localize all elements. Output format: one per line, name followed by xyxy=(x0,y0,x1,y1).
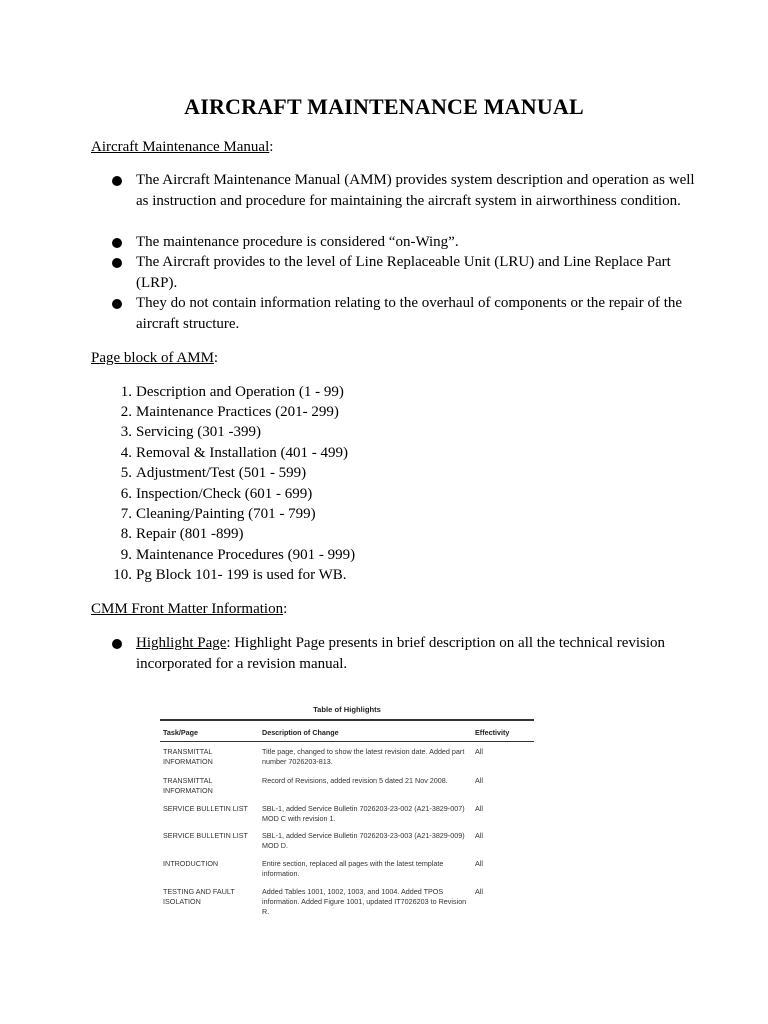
bullet-text: The maintenance procedure is considered “on-Wing”. xyxy=(136,234,459,250)
table-cell-effectivity: All xyxy=(475,831,483,840)
section-heading-page-block-text: Page block of AMM xyxy=(91,350,214,366)
bullet-text: They do not contain information relating to the overhaul of components or the repair of the aircraft structure. xyxy=(136,295,683,332)
table-cell-task: TRANSMITTAL INFORMATION xyxy=(163,776,213,795)
list-item xyxy=(120,443,349,463)
bullet-dot-icon xyxy=(112,238,122,248)
list-text: Removal & Installation (401 - 499) xyxy=(136,445,349,461)
list-item xyxy=(113,565,347,585)
heading-colon: : xyxy=(269,139,274,155)
table-cell-task: TESTING AND FAULT ISOLATION xyxy=(163,887,235,906)
table-cell-task: SERVICE BULLETIN LIST xyxy=(163,831,248,840)
list-item xyxy=(120,402,339,422)
section-heading-amm xyxy=(91,137,273,157)
table-cell-description: Added Tables 1001, 1002, 1003, and 1004. Added TPOS information. Added Figure 1001, updated IT7026203 to Revision R. xyxy=(262,887,467,916)
bullet-text: The Aircraft provides to the level of Line Replaceable Unit (LRU) and Line Replace Part (LRP). xyxy=(136,254,671,291)
section-heading-page-block xyxy=(91,348,218,368)
bullet-item xyxy=(136,252,696,293)
list-item xyxy=(120,463,307,483)
heading-colon: : xyxy=(283,601,288,617)
table-cell-task: TRANSMITTAL INFORMATION xyxy=(163,747,213,766)
list-text: Description and Operation (1 - 99) xyxy=(136,384,344,400)
list-text: Servicing (301 -399) xyxy=(136,424,261,440)
table-top-rule xyxy=(160,719,534,721)
heading-colon: : xyxy=(213,350,219,366)
list-number: 6. xyxy=(120,486,132,502)
list-number: 2. xyxy=(120,404,132,420)
list-text: Maintenance Procedures (901 - 999) xyxy=(136,547,356,563)
table-cell-description: SBL-1, added Service Bulletin 7026203-23-002 (A21-3829-007) MOD C with revision 1. xyxy=(262,804,465,823)
section-heading-cmm xyxy=(91,599,287,619)
section-heading-cmm-text: CMM Front Matter Information xyxy=(91,601,284,617)
list-item xyxy=(120,524,244,544)
list-number: 5. xyxy=(120,465,132,481)
bullet-text: The Aircraft Maintenance Manual (AMM) provides system description and operation as well as instruction and procedure for maintaining the aircraft system in airworthiness condition. xyxy=(136,172,695,209)
list-item xyxy=(120,484,313,504)
section-heading-amm-text: Aircraft Maintenance Manual xyxy=(91,139,270,155)
column-header-description: Description of Change xyxy=(262,728,339,737)
list-item xyxy=(120,382,344,402)
list-number: 7. xyxy=(120,506,132,522)
table-cell-description: Record of Revisions, added revision 5 dated 21 Nov 2008. xyxy=(262,776,448,785)
table-cell-effectivity: All xyxy=(475,804,483,813)
list-number: 10. xyxy=(113,567,132,583)
list-text: Adjustment/Test (501 - 599) xyxy=(136,465,307,481)
bullet-dot-icon xyxy=(112,299,122,309)
table-header-rule xyxy=(160,741,534,742)
bullet-dot-icon xyxy=(112,258,122,268)
table-cell-effectivity: All xyxy=(475,887,483,896)
table-title: Table of Highlights xyxy=(313,705,381,714)
bullet-item xyxy=(136,170,696,211)
list-item xyxy=(120,545,356,565)
list-number: 9. xyxy=(120,547,132,563)
bullet-text: : Highlight Page presents in brief description on all the technical revision incorporated for a revision manual. xyxy=(136,635,666,672)
table-cell-description: Title page, changed to show the latest revision date. Added part number 7026203-813. xyxy=(262,747,465,766)
table-cell-task: INTRODUCTION xyxy=(163,859,219,868)
list-number: 8. xyxy=(120,526,132,542)
list-text: Maintenance Practices (201- 299) xyxy=(136,404,339,420)
list-text: Inspection/Check (601 - 699) xyxy=(136,486,313,502)
bullet-item xyxy=(136,293,696,334)
table-cell-description: Entire section, replaced all pages with the latest template information. xyxy=(262,859,444,878)
list-item xyxy=(120,422,261,442)
table-cell-effectivity: All xyxy=(475,747,483,756)
column-header-effectivity: Effectivity xyxy=(475,728,510,737)
list-text: Pg Block 101- 199 is used for WB. xyxy=(136,567,347,583)
highlight-page-label: Highlight Page xyxy=(136,635,227,651)
table-of-highlights xyxy=(158,703,536,915)
page-title: AIRCRAFT MAINTENANCE MANUAL xyxy=(184,94,584,119)
column-header-task: Task/Page xyxy=(163,728,199,737)
table-cell-task: SERVICE BULLETIN LIST xyxy=(163,804,248,813)
bullet-dot-icon xyxy=(112,639,122,649)
list-number: 4. xyxy=(120,445,132,461)
list-text: Repair (801 -899) xyxy=(136,526,244,542)
table-cell-effectivity: All xyxy=(475,776,483,785)
table-cell-description: SBL-1, added Service Bulletin 7026203-23-003 (A21-3829-009) MOD D. xyxy=(262,831,465,850)
list-number: 3. xyxy=(120,424,132,440)
list-number: 1. xyxy=(120,384,132,400)
bullet-item xyxy=(136,633,696,674)
list-text: Cleaning/Painting (701 - 799) xyxy=(136,506,316,522)
list-item xyxy=(120,504,316,524)
bullet-item xyxy=(136,232,696,253)
table-cell-effectivity: All xyxy=(475,859,483,868)
bullet-dot-icon xyxy=(112,176,122,186)
